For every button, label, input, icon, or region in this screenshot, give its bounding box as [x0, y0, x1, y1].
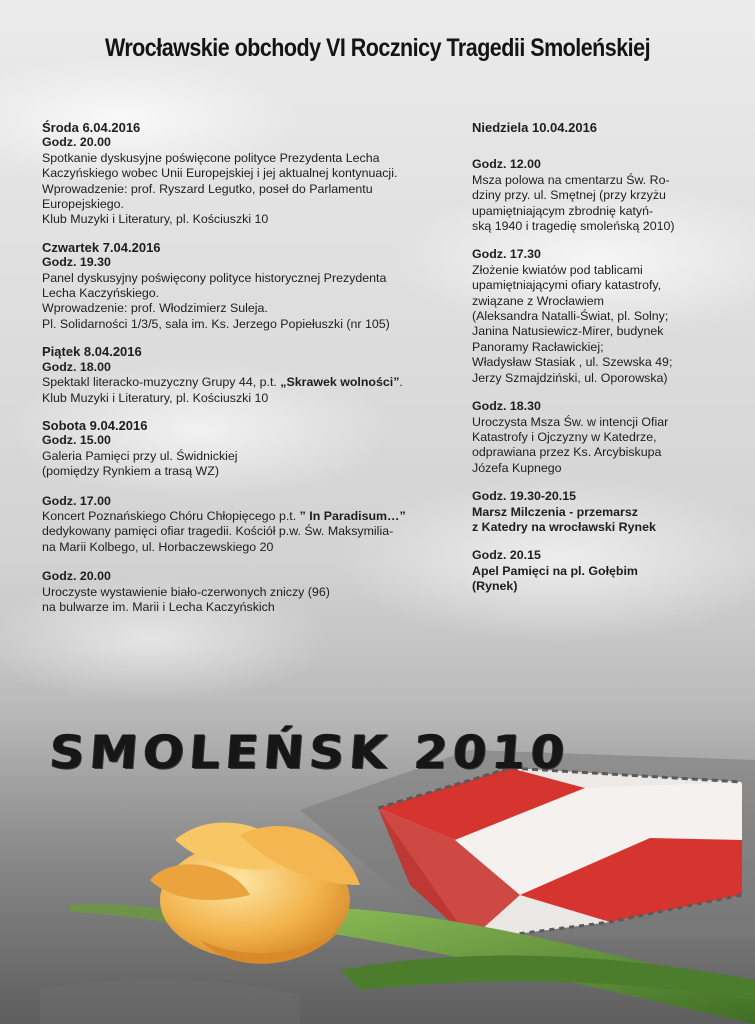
event-line: (Aleksandra Natalli-Świat, pl. Solny; — [472, 309, 669, 324]
event-line: Panel dyskusyjny poświęcony polityce historycznej Prezydenta — [42, 270, 387, 285]
event-time: Godz. 20.15 — [472, 548, 541, 563]
event-time: Godz. 15.00 — [42, 433, 111, 448]
event-line: Marsz Milczenia - przemarsz — [472, 504, 638, 519]
event-time: Godz. 18.30 — [472, 399, 541, 414]
event-line: Katastrofy i Ojczyzny w Katedrze, — [472, 429, 657, 444]
event-line: Panoramy Racławickiej; — [472, 339, 604, 354]
event-line: Uroczyste wystawienie biało-czerwonych zniczy (96) — [42, 584, 330, 599]
event-block-flowers — [472, 247, 722, 386]
event-time: Godz. 20.00 — [42, 135, 111, 150]
event-line: upamiętniającymi ofiary katastrofy, — [472, 278, 662, 293]
event-line: Władysław Stasiak , ul. Szewska 49; — [472, 355, 673, 370]
schedule-right-column — [472, 120, 722, 608]
event-line: (pomiędzy Rynkiem a trasą WZ) — [42, 464, 219, 479]
day-section-saturday — [42, 418, 457, 480]
event-line: na Marii Kolbego, ul. Horbaczewskiego 20 — [42, 539, 274, 554]
event-line: Lecha Kaczyńskiego. — [42, 286, 160, 301]
event-line: na bulwarze im. Marii i Lecha Kaczyńskich — [42, 599, 275, 614]
event-block-cathedral-mass — [472, 399, 722, 476]
event-title: ” In Paradisum…” — [299, 508, 406, 523]
day-heading: Niedziela 10.04.2016 — [472, 120, 598, 135]
event-time: Godz. 17.30 — [472, 247, 541, 262]
event-line: Europejskiego. — [42, 197, 124, 212]
event-line: Spotkanie dyskusyjne poświęcone polityce Prezydenta Lecha — [42, 150, 380, 165]
day-section-thursday — [42, 240, 457, 332]
event-line: Klub Muzyki i Literatury, pl. Kościuszki 10 — [42, 212, 269, 227]
event-line: Uroczysta Msza Św. w intencji Ofiar — [472, 414, 669, 429]
event-line — [42, 375, 457, 390]
schedule-left-column — [42, 120, 457, 627]
day-heading: Sobota 9.04.2016 — [42, 417, 148, 433]
event-block-candles — [42, 569, 457, 615]
event-line: Kaczyńskiego wobec Unii Europejskiej i jej aktualnej kontynuacji. — [42, 166, 398, 181]
event-time: Godz. 12.00 — [472, 157, 541, 172]
event-line: Janina Natusiewicz-Mirer, budynek — [472, 324, 664, 339]
event-line: odprawiana przez Ks. Arcybiskupa — [472, 445, 662, 460]
event-line-text: Spektakl literacko-muzyczny Grupy 44, p.t. — [42, 375, 281, 390]
event-line — [42, 509, 457, 524]
event-line: Apel Pamięci na pl. Gołębim — [472, 563, 638, 578]
event-block-march — [472, 489, 722, 535]
event-line: Wprowadzenie: prof. Włodzimierz Suleja. — [42, 301, 268, 316]
event-time: Godz. 17.00 — [42, 493, 111, 508]
event-block-mass — [472, 157, 722, 234]
event-line: Pl. Solidarności 1/3/5, sala im. Ks. Jerzego Popiełuszki (nr 105) — [42, 316, 390, 331]
event-time: Godz. 20.00 — [42, 569, 111, 584]
day-section-wednesday — [42, 120, 457, 228]
event-time: Godz. 19.30 — [42, 255, 111, 270]
event-line: upamiętniającym zbrodnię katyń- — [472, 203, 654, 218]
event-line: ską 1940 i tragedię smoleńską 2010) — [472, 219, 675, 234]
event-time: Godz. 19.30-20.15 — [472, 489, 576, 504]
event-line: Złożenie kwiatów pod tablicami — [472, 262, 643, 277]
event-line: Józefa Kupnego — [472, 460, 562, 475]
day-section-friday — [42, 344, 457, 406]
day-heading: Piątek 8.04.2016 — [42, 344, 142, 360]
event-line: dedykowany pamięci ofiar tragedii. Kościół p.w. Św. Maksymilia- — [42, 524, 394, 539]
event-line: Galeria Pamięci przy ul. Świdnickiej — [42, 448, 238, 463]
event-title: „Skrawek wolności” — [280, 375, 400, 390]
event-time: Godz. 18.00 — [42, 359, 111, 374]
event-line-text: Koncert Poznańskiego Chóru Chłopięcego p.t. — [42, 508, 300, 523]
event-block-concert — [42, 494, 457, 556]
event-line: Klub Muzyki i Literatury, pl. Kościuszki 10 — [42, 390, 269, 405]
event-line: Msza polowa na cmentarzu Św. Ro- — [472, 172, 670, 187]
event-line-punct: . — [399, 375, 403, 390]
smolensk-banner: SMOLEŃSK 2010 — [48, 725, 572, 779]
event-line: Wprowadzenie: prof. Ryszard Legutko, poseł do Parlamentu — [42, 181, 373, 196]
day-heading: Czwartek 7.04.2016 — [42, 239, 161, 255]
event-line: dziny przy. ul. Smętnej (przy krzyżu — [472, 188, 666, 203]
day-heading: Środa 6.04.2016 — [42, 120, 141, 135]
event-line: (Rynek) — [472, 579, 518, 594]
event-line: związane z Wrocławiem — [472, 293, 604, 308]
event-block-apel — [472, 548, 722, 594]
event-line: Jerzy Szmajdziński, ul. Oporowska) — [472, 370, 668, 385]
event-line: z Katedry na wrocławski Rynek — [472, 519, 656, 534]
poster-title: Wrocławskie obchody VI Rocznicy Tragedii Smoleńskiej — [104, 34, 651, 62]
